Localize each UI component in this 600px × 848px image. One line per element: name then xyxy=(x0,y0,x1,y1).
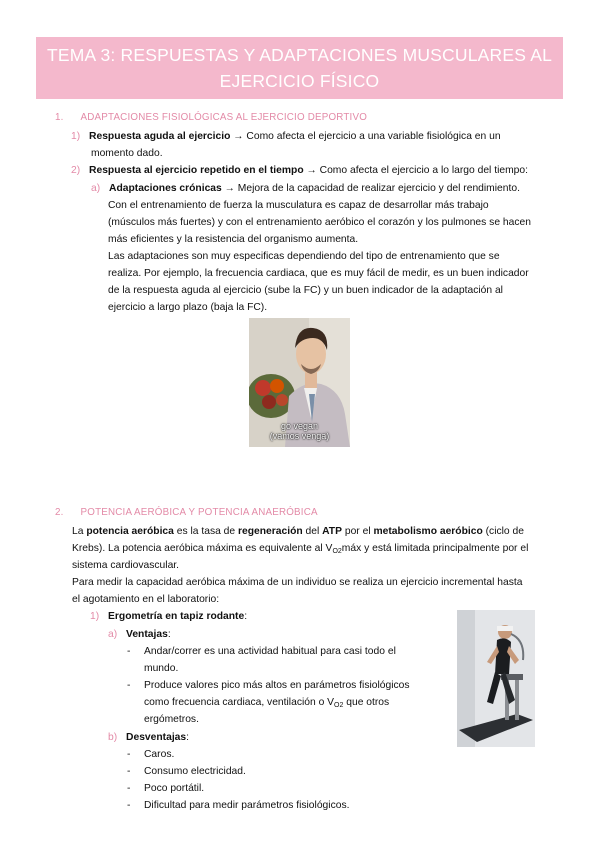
s2-p1-line2-b: máx y está limitada principalmente por el xyxy=(341,543,529,554)
s2-p1-bold-2: regeneración xyxy=(238,526,303,537)
meme-image xyxy=(249,318,350,447)
s1-item-1 xyxy=(71,128,501,145)
s1-item-2-number: 2) xyxy=(71,165,81,176)
s1-sub-a-bold: Adaptaciones crónicas xyxy=(109,183,222,194)
desventajas-bullet-4-dash: - xyxy=(127,800,131,811)
section-2-number: 2. xyxy=(55,507,64,518)
section-2-title: POTENCIA AERÓBICA Y POTENCIA ANAERÓBICA xyxy=(80,507,318,518)
s2-para-1-line-1 xyxy=(72,523,524,540)
s1-sub-a-letter: a) xyxy=(91,183,101,194)
s1-sub-a-text: → Mejora de la capacidad de realizar ejercicio y del rendimiento. xyxy=(221,183,520,194)
s2-p1-seg4: por el xyxy=(341,526,374,537)
desventajas-bullet-1-dash: - xyxy=(127,749,131,760)
s1-item-1-number: 1) xyxy=(71,131,81,142)
s1-item-2-bold: Respuesta al ejercicio repetido en el tiempo xyxy=(89,165,304,176)
title-banner xyxy=(36,37,563,99)
desventajas-item-2: Consumo electricidad. xyxy=(144,766,246,777)
section-2-heading xyxy=(55,507,318,518)
section-1-title: ADAPTACIONES FISIOLÓGICAS AL EJERCICIO DEPORTIVO xyxy=(80,112,368,123)
desventajas-bullet-2-dash: - xyxy=(127,766,131,777)
s1-item-1-cont: momento dado. xyxy=(91,148,163,159)
s1-sub-a xyxy=(91,180,520,197)
meme-caption xyxy=(249,421,350,441)
s1-body-line-6: de la respuesta aguda al ejercicio (sube la FC) y un buen indicador de la adaptación al xyxy=(108,285,503,296)
title-line-2: EJERCICIO FÍSICO xyxy=(219,71,380,91)
ventajas-bullet-1-line-2: mundo. xyxy=(144,663,179,674)
s2-item-1-colon: : xyxy=(244,611,248,622)
ventajas-b2-text-b: que otros xyxy=(343,697,390,708)
s2-p1-seg2: es la tasa de xyxy=(173,526,238,537)
desventajas-letter: b) xyxy=(108,732,118,743)
s2-item-1 xyxy=(90,608,247,625)
s2-p1-vo2-subscript: O2 xyxy=(332,548,342,555)
s1-body-line-3: más eficientes y la resistencia del organismo aumenta. xyxy=(108,234,359,245)
s1-body-line-5: realiza. Por ejemplo, la frecuencia cardiaca, que es muy fácil de medir, es un buen indicador xyxy=(108,268,529,279)
ventajas-bullet-2-dash: - xyxy=(127,680,131,691)
desventajas-label: Desventajas xyxy=(126,732,187,743)
s1-item-1-text: → Como afecta el ejercicio a una variable fisiológica en un xyxy=(230,131,501,142)
s1-item-2 xyxy=(71,162,528,179)
s2-para-2-line-2: el agotamiento en el laboratorio: xyxy=(72,594,220,605)
meme-caption-line-2: (vamos venga) xyxy=(269,431,330,441)
ventajas-bullet-2-line-3: ergómetros. xyxy=(144,714,199,725)
s1-body-line-7: ejercicio a largo plazo (baja la FC). xyxy=(108,302,268,313)
s2-p1-seg3: del xyxy=(302,526,323,537)
title-line-1: TEMA 3: RESPUESTAS Y ADAPTACIONES MUSCULARES AL xyxy=(46,45,553,65)
s2-item-1-label: Ergometría en tapiz rodante xyxy=(108,611,245,622)
desventajas-heading xyxy=(108,729,189,746)
s2-p1-seg1: La xyxy=(72,526,87,537)
s1-body-line-1: Con el entrenamiento de fuerza la musculatura es capaz de desarrollar más trabajo xyxy=(108,200,489,211)
treadmill-illustration xyxy=(457,610,535,747)
ventajas-bullet-2-line-1: Produce valores pico más altos en parámetros fisiológicos xyxy=(144,680,410,691)
ventajas-bullet-1-dash: - xyxy=(127,646,131,657)
section-1-heading xyxy=(55,112,367,123)
s2-p1-bold-1: potencia aeróbica xyxy=(86,526,174,537)
s1-item-1-bold: Respuesta aguda al ejercicio xyxy=(89,131,231,142)
s2-p1-seg5: (ciclo de xyxy=(482,526,524,537)
desventajas-item-4: Dificultad para medir parámetros fisiológicos. xyxy=(144,800,350,811)
s2-para-1-line-3: sistema cardiovascular. xyxy=(72,560,180,571)
ventajas-colon: : xyxy=(167,629,171,640)
ventajas-b2-vo2-subscript: O2 xyxy=(334,702,344,709)
s1-item-2-text: → Como afecta el ejercicio a lo largo del tiempo: xyxy=(303,165,528,176)
s2-p1-bold-3: ATP xyxy=(322,526,342,537)
ventajas-letter: a) xyxy=(108,629,118,640)
s1-body-line-2: (músculos más fuertes) y con el entrenamiento aeróbico el corazón y los pulmones se hacen xyxy=(108,217,531,228)
ventajas-bullet-1-line-1: Andar/correr es una actividad habitual para casi todo el xyxy=(144,646,396,657)
desventajas-item-3: Poco portátil. xyxy=(144,783,205,794)
treadmill-photo xyxy=(457,610,535,747)
s2-item-1-number: 1) xyxy=(90,611,100,622)
s1-body-line-4: Las adaptaciones son muy especificas dependiendo del tipo de entrenamiento que se xyxy=(108,251,500,262)
desventajas-colon: : xyxy=(186,732,190,743)
desventajas-bullet-3-dash: - xyxy=(127,783,131,794)
section-1-number: 1. xyxy=(55,112,64,123)
ventajas-label: Ventajas xyxy=(126,629,168,640)
s2-para-2-line-1: Para medir la capacidad aeróbica máxima de un individuo se realiza un ejercicio incremental hasta xyxy=(72,577,523,588)
s2-p1-line2-a: Krebs). La potencia aeróbica máxima es equivalente al V xyxy=(72,543,333,554)
ventajas-b2-text-a: como frecuencia cardiaca, ventilación o V xyxy=(144,697,335,708)
desventajas-item-1: Caros. xyxy=(144,749,175,760)
meme-caption-line-1: go vegan xyxy=(280,421,319,431)
s2-p1-bold-4: metabolismo aeróbico xyxy=(373,526,483,537)
ventajas-heading xyxy=(108,626,171,643)
